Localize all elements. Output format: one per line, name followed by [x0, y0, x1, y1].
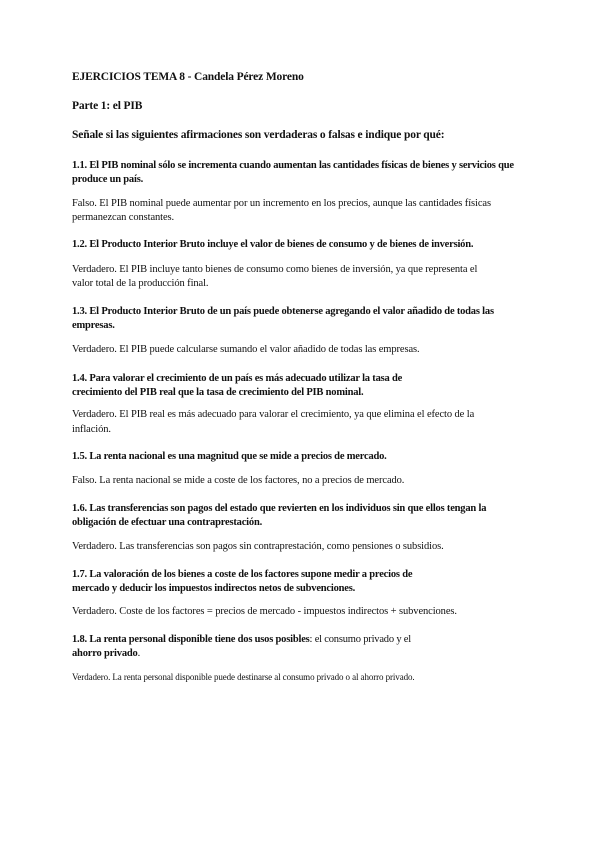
question-5-line-1: 1.5. La renta nacional es una magnitud que se mide a precios de mercado. [72, 451, 387, 462]
question-4-line-2: crecimiento del PIB real que la tasa de crecimiento del PIB nominal. [72, 387, 364, 398]
question-8-line-2-bold: ahorro privado [72, 648, 138, 659]
section-heading: Parte 1: el PIB [72, 100, 143, 112]
question-8-line-2-rest: . [137, 648, 140, 659]
question-1-line-2: produce un país. [72, 174, 144, 185]
question-6-line-2: obligación de efectuar una contraprestación. [72, 517, 263, 528]
answer-3-line-1: Verdadero. El PIB puede calcularse sumando el valor añadido de todas las empresas. [72, 344, 420, 355]
question-8-line-1-bold: 1.8. La renta personal disponible tiene dos usos posibles [72, 634, 310, 645]
answer-6-line-1: Verdadero. Las transferencias son pagos sin contraprestación, como pensiones o subsidios. [72, 541, 444, 552]
answer-5-line-1: Falso. La renta nacional se mide a coste de los factores, no a precios de mercado. [72, 475, 405, 486]
answer-4-line-2: inflación. [72, 424, 111, 435]
question-7-line-2: mercado y deducir los impuestos indirectos netos de subvenciones. [72, 583, 356, 594]
answer-2-line-2: valor total de la producción final. [72, 278, 209, 289]
question-2-line-1: 1.2. El Producto Interior Bruto incluye el valor de bienes de consumo y de bienes de inversión. [72, 239, 474, 250]
question-4-line-1: 1.4. Para valorar el crecimiento de un país es más adecuado utilizar la tasa de [72, 373, 403, 384]
answer-2-line-1: Verdadero. El PIB incluye tanto bienes de consumo como bienes de inversión, ya que representa el [72, 264, 478, 275]
document-title: EJERCICIOS TEMA 8 - Candela Pérez Moreno [72, 71, 304, 83]
answer-8-line-1: Verdadero. La renta personal disponible puede destinarse al consumo privado o al ahorro privado. [72, 672, 415, 682]
question-8-line-1 [72, 634, 528, 645]
question-7-line-1: 1.7. La valoración de los bienes a coste de los factores supone medir a precios de [72, 569, 413, 580]
answer-4-line-1: Verdadero. El PIB real es más adecuado para valorar el crecimiento, ya que elimina el efecto de la [72, 409, 475, 420]
question-6-line-1: 1.6. Las transferencias son pagos del estado que revierten en los individuos sin que ellos tengan la [72, 503, 487, 514]
answer-7-line-1: Verdadero. Coste de los factores = precios de mercado - impuestos indirectos + subvenciones. [72, 606, 457, 617]
question-8-line-1-rest: : el consumo privado y el [309, 634, 411, 645]
answer-1-line-1: Falso. El PIB nominal puede aumentar por un incremento en los precios, aunque las cantidades físicas [72, 198, 491, 209]
question-3-line-2: empresas. [72, 320, 115, 331]
question-1-line-1: 1.1. El PIB nominal sólo se incrementa cuando aumentan las cantidades físicas de bienes y servicios que [72, 160, 514, 171]
question-8-line-2 [72, 648, 528, 659]
instruction-text: Señale si las siguientes afirmaciones son verdaderas o falsas e indique por qué: [72, 129, 445, 141]
question-3-line-1: 1.3. El Producto Interior Bruto de un país puede obtenerse agregando el valor añadido de todas las [72, 306, 494, 317]
answer-1-line-2: permanezcan constantes. [72, 212, 175, 223]
